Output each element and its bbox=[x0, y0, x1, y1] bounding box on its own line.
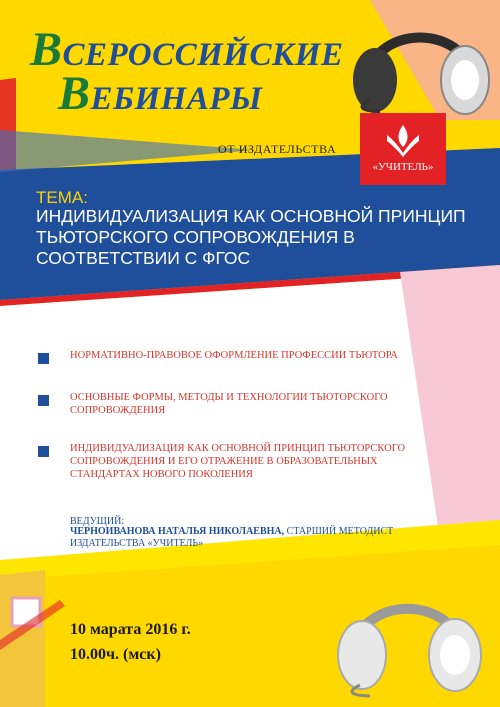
title-initial-2: В bbox=[58, 67, 91, 120]
event-time: 10.00ч. (мск) bbox=[70, 646, 161, 663]
title-rest-2: ЕБИНАРЫ bbox=[90, 81, 263, 117]
host-info bbox=[70, 526, 470, 550]
topic-text: ИНДИВИДУАЛИЗАЦИЯ КАК ОСНОВНОЙ ПРИНЦИП ТЬЮТОРСКОГО СОПРОВОЖДЕНИЯ В СООТВЕТСТВИИ С ФГОС bbox=[36, 206, 466, 268]
bullet-square-icon bbox=[38, 353, 49, 364]
book-flame-icon bbox=[383, 123, 423, 157]
headphones-icon bbox=[320, 560, 490, 700]
publisher-text: ОТ ИЗДАТЕЛЬСТВА bbox=[218, 142, 337, 156]
title-line-2 bbox=[58, 66, 262, 121]
headphones-icon bbox=[340, 0, 500, 120]
list-item-text: ИНДИВИДУАЛИЗАЦИЯ КАК ОСНОВНОЙ ПРИНЦИП ТЬЮТОРСКОГО СОПРОВОЖДЕНИЯ И ЕГО ОТРАЖЕНИЕ В ОБРАЗОВАТЕЛЬНЫХ СТАНДАРТАХ НОВОГО ПОКОЛЕНИЯ bbox=[70, 443, 406, 480]
bullet-square-icon bbox=[38, 446, 49, 457]
publisher-logo bbox=[360, 113, 446, 185]
list-item-text: ОСНОВНЫЕ ФОРМЫ, МЕТОДЫ И ТЕХНОЛОГИИ ТЬЮТОРСКОГО СОПРОВОЖДЕНИЯ bbox=[70, 392, 388, 416]
topic-label: ТЕМА: bbox=[36, 188, 88, 207]
host-name: ЧЕРНОИВАНОВА НАТАЛЬЯ НИКОЛАЕВНА, bbox=[70, 526, 285, 537]
logo-text: «УЧИТЕЛЬ» bbox=[372, 161, 434, 173]
host-label: ВЕДУЩИЙ: bbox=[70, 516, 125, 527]
title-initial-1: В bbox=[30, 23, 63, 76]
list-item-text: НОРМАТИВНО-ПРАВОВОЕ ОФОРМЛЕНИЕ ПРОФЕССИИ ТЬЮТОРА bbox=[70, 350, 398, 361]
title-rest-1: СЕРОССИЙСКИЕ bbox=[62, 37, 344, 73]
bullet-square-icon bbox=[38, 395, 49, 406]
host-role: СТАРШИЙ МЕТОДИСТ ИЗДАТЕЛЬСТВА «УЧИТЕЛЬ» bbox=[70, 526, 394, 549]
event-date: 10 марата 2016 г. bbox=[70, 621, 191, 638]
